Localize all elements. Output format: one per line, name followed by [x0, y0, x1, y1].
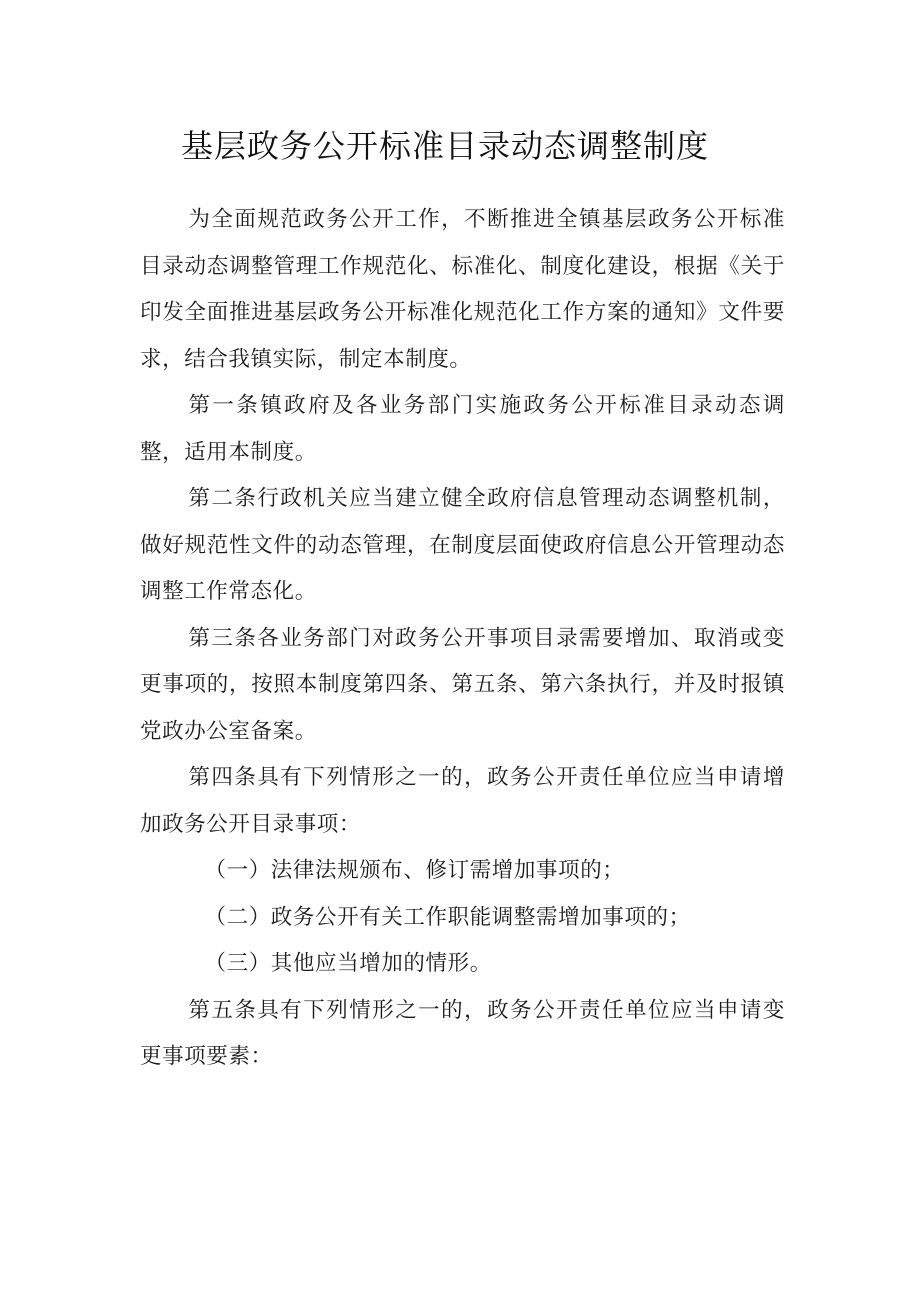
paragraph-article-2: 第二条行政机关应当建立健全政府信息管理动态调整机制，做好规范性文件的动态管理，在制度层面使政府信息公开管理动态调整工作常态化。	[140, 486, 785, 604]
paragraph-article-5: 第五条具有下列情形之一的，政务公开责任单位应当申请变更事项要素：	[140, 997, 785, 1069]
paragraph-article-1: 第一条镇政府及各业务部门实施政务公开标准目录动态调整，适用本制度。	[140, 393, 785, 465]
list-item-4-3: （三）其他应当增加的情形。	[204, 951, 492, 976]
paragraph-article-4: 第四条具有下列情形之一的，政务公开责任单位应当申请增加政务公开目录事项：	[140, 765, 785, 837]
document-title: 基层政务公开标准目录动态调整制度	[180, 127, 709, 165]
paragraph-intro: 为全面规范政务公开工作，不断推进全镇基层政务公开标准目录动态调整管理工作规范化、标准化、制度化建设，根据《关于印发全面推进基层政务公开标准化规范化工作方案的通知》文件要求，结合我镇实际，制定本制度。	[140, 207, 785, 372]
document-body	[140, 197, 785, 1081]
list-item-4-2: （二）政务公开有关工作职能调整需增加事项的；	[204, 904, 691, 930]
list-item-4-1: （一）法律法规颁布、修订需增加事项的；	[204, 858, 625, 883]
paragraph-article-3: 第三条各业务部门对政务公开事项目录需要增加、取消或变更事项的，按照本制度第四条、第五条、第六条执行，并及时报镇党政办公室备案。	[140, 625, 785, 744]
